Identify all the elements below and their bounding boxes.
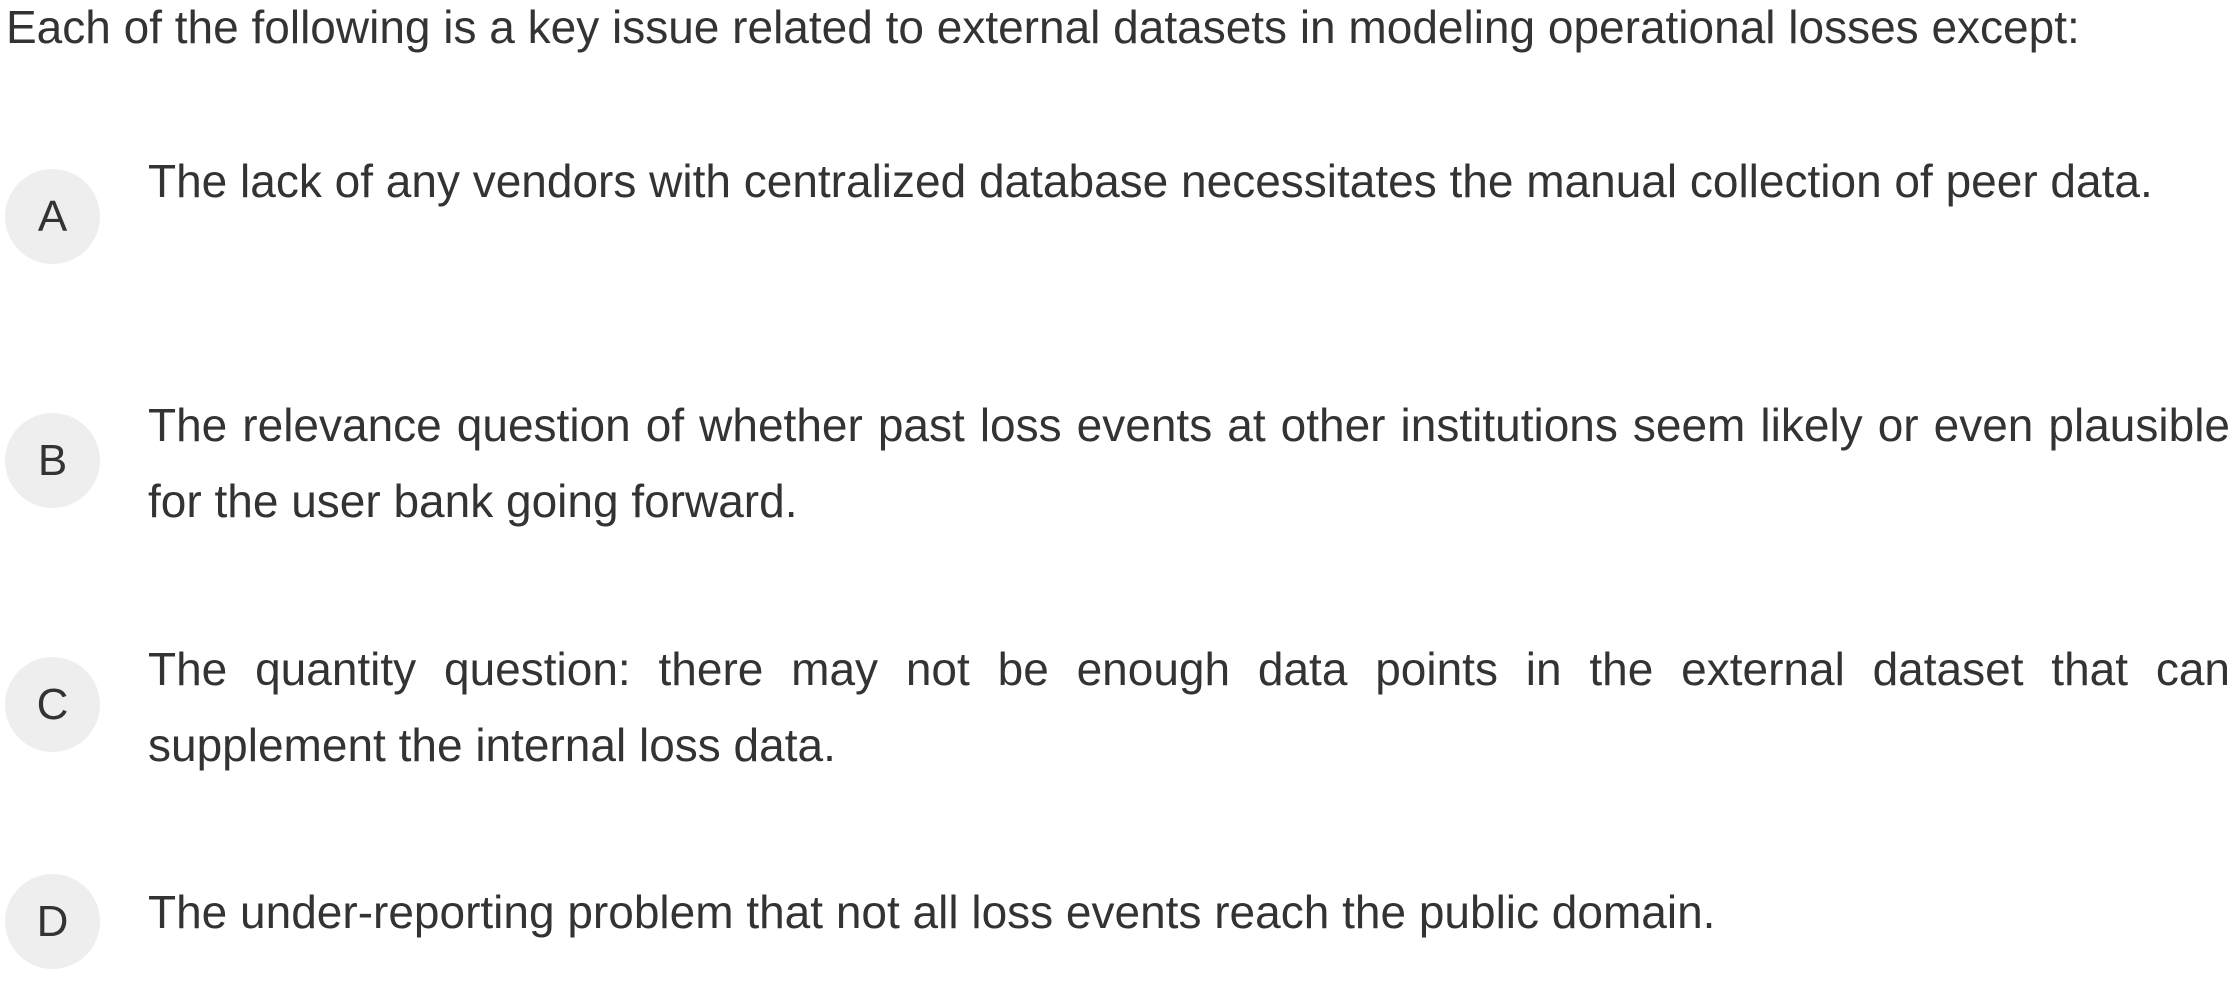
option-letter-badge[interactable]: D: [5, 874, 100, 969]
option-text[interactable]: The lack of any vendors with centralized database necessitates the manual collection of peer data.: [148, 155, 2153, 207]
question-text: Each of the following is a key issue related to external datasets in modeling operational losses except:: [6, 1, 2080, 53]
option-text[interactable]: The quantity question: there may not be enough data points in the external dataset that can supplement the internal loss data.: [148, 643, 2230, 771]
option-letter-badge[interactable]: A: [5, 169, 100, 264]
option-letter-badge[interactable]: C: [5, 657, 100, 752]
option-text[interactable]: The relevance question of whether past loss events at other institutions seem likely or even plausible for the user bank going forward.: [148, 399, 2230, 527]
option-letter-badge[interactable]: B: [5, 413, 100, 508]
option-text[interactable]: The under-reporting problem that not all loss events reach the public domain.: [148, 886, 1716, 938]
